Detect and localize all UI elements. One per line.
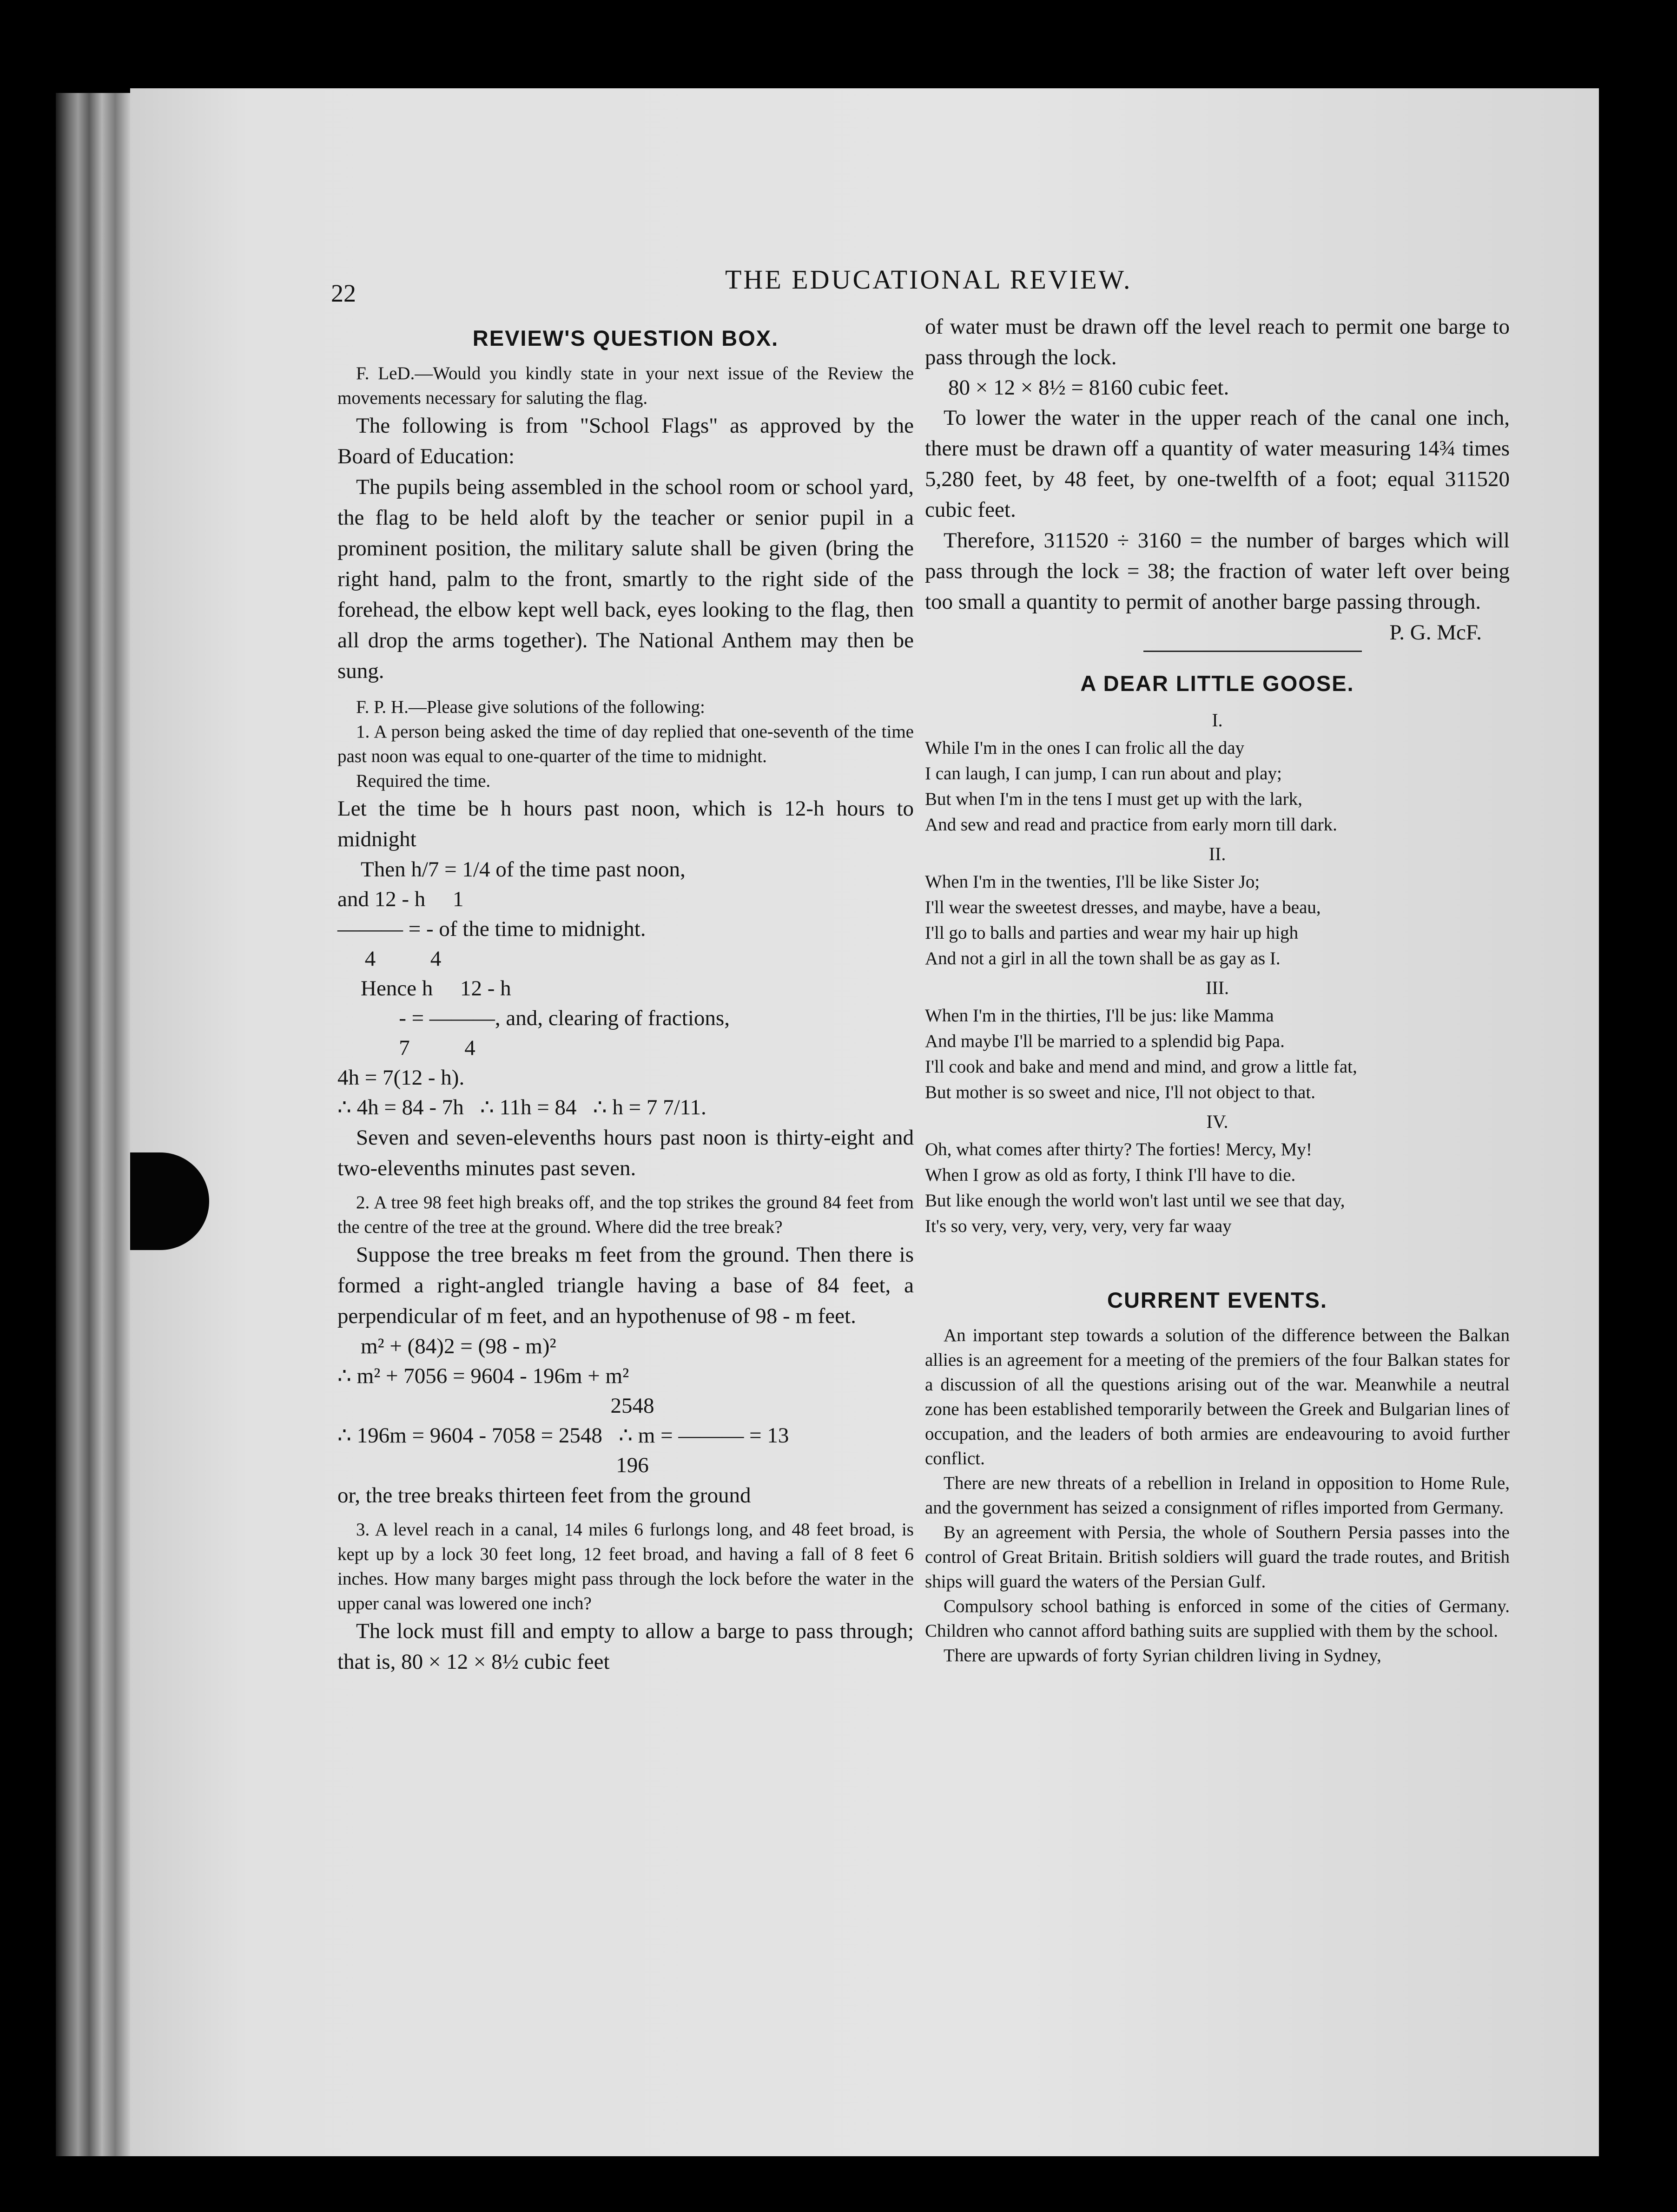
poem-line: But like enough the world won't last until we see that day, <box>925 1191 1345 1211</box>
poem <box>925 706 1510 1239</box>
question-2-intro: F. P. H.—Please give solutions of the following: <box>356 697 705 717</box>
poem-line: And maybe I'll be married to a splendid big Papa. <box>925 1031 1285 1051</box>
poem-line: While I'm in the ones I can frolic all the day <box>925 738 1245 758</box>
solution-1-line-1: Then h/7 = 1/4 of the time past noon, <box>361 857 686 882</box>
stanza-number: III. <box>1206 977 1229 998</box>
solution-1-line-7: 7 4 <box>361 1036 475 1060</box>
solution-1-line-5: Hence h 12 - h <box>361 976 511 1001</box>
stanza-number: II. <box>1208 843 1226 864</box>
poem-line: And sew and read and practice from early morn till dark. <box>925 815 1337 835</box>
poem-line: But when I'm in the tens I must get up with the lark, <box>925 789 1302 809</box>
poem-line: I can laugh, I can jump, I can run about and play; <box>925 764 1282 783</box>
answer-1-intro: The following is from "School Flags" as approved by the Board of Education: <box>337 414 914 468</box>
solution-3-continued: of water must be drawn off the level reach to permit one barge to pass through the lock. <box>925 315 1510 369</box>
right-column <box>925 311 1510 1668</box>
solution-1-line-3: ——— = - of the time to midnight. <box>337 917 646 941</box>
current-events-paragraph: Compulsory school bathing is enforced in some of the cities of Germany. Children who cannot afford bathing suits are supplied with them by the school. <box>925 1596 1510 1641</box>
current-events-paragraph: By an agreement with Persia, the whole of Southern Persia passes into the control of Great Britain. British soldiers will guard the trade routes, and British ships will guard the waters of the Persian Gulf. <box>925 1522 1510 1592</box>
answer-1-body: The pupils being assembled in the school room or school yard, the flag to be held aloft by the teacher or senior pupil in a prominent position, the military salute shall be given (bring the right hand, palm to the front, smartly to the right side of the forehead, the elbow kept well back, eyes looking to the flag, then all drop the arms together). The National Anthem may then be sung. <box>337 475 914 683</box>
solution-1-line-9: ∴ 4h = 84 - 7h ∴ 11h = 84 ∴ h = 7 7/11. <box>337 1095 706 1119</box>
solution-2-line-5: 196 <box>337 1453 649 1477</box>
page-number: 22 <box>331 279 356 307</box>
question-box-heading: REVIEW'S QUESTION BOX. <box>472 326 779 350</box>
solution-3-calc: 80 × 12 × 8½ = 8160 cubic feet. <box>948 375 1229 400</box>
solution-1-line-8: 4h = 7(12 - h). <box>337 1066 465 1090</box>
poem-line: But mother is so sweet and nice, I'll not object to that. <box>925 1082 1315 1102</box>
divider-rule <box>1143 651 1362 652</box>
solution-3-paragraph-2: To lower the water in the upper reach of the canal one inch, there must be drawn off a quantity of water measuring 14¾ times 5,280 feet, by 48 feet, by one-twelfth of a foot; equal 311520 cubic feet. <box>925 406 1510 522</box>
poem-title: A DEAR LITTLE GOOSE. <box>1080 671 1354 696</box>
solution-1-conclusion: Seven and seven-elevenths hours past noon is thirty-eight and two-elevenths minutes past seven. <box>337 1126 914 1180</box>
solution-1-line-4: 4 4 <box>337 947 442 971</box>
problem-1-requirement: Required the time. <box>356 771 491 791</box>
solution-3-paragraph-3: Therefore, 311520 ÷ 3160 = the number of barges which will pass through the lock = 38; the fraction of water left over being too small a quantity to permit of another barge passing through. <box>925 528 1510 614</box>
poem-line: When I'm in the twenties, I'll be like Sister Jo; <box>925 872 1260 892</box>
poem-line: It's so very, very, very, very, very far waay <box>925 1216 1232 1236</box>
question-1: F. LeD.—Would you kindly state in your next issue of the Review the movements necessary for saluting the flag. <box>337 363 914 408</box>
poem-line: When I grow as old as forty, I think I'll have to die. <box>925 1165 1296 1185</box>
solution-3-intro: The lock must fill and empty to allow a barge to pass through; that is, 80 × 12 × 8½ cubic feet <box>337 1619 914 1674</box>
problem-2: 2. A tree 98 feet high breaks off, and the top strikes the ground 84 feet from the centre of the tree at the ground. Where did the tree break? <box>337 1192 914 1237</box>
solution-2-line-3: 2548 <box>337 1394 654 1418</box>
solution-2-line-2: ∴ m² + 7056 = 9604 - 196m + m² <box>337 1364 629 1388</box>
book-binding-edge <box>56 93 130 2156</box>
poem-line: And not a girl in all the town shall be as gay as I. <box>925 948 1281 968</box>
solution-1-line-2: and 12 - h 1 <box>337 887 464 911</box>
current-events-paragraph: An important step towards a solution of the difference between the Balkan allies is an agreement for a meeting of the premiers of the four Balkan states for a discussion of all the questions arising out of the war. Meanwhile a neutral zone has been established temporarily between the Greek and Bulgarian lines of occupation, and the leaders of both armies are endeavouring to avoid further conflict. <box>925 1325 1510 1468</box>
problem-1: 1. A person being asked the time of day replied that one-seventh of the time past noon was equal to one-quarter of the time to midnight. <box>337 722 914 766</box>
journal-title: THE EDUCATIONAL REVIEW. <box>725 264 1132 295</box>
poem-line: When I'm in the thirties, I'll be jus: like Mamma <box>925 1006 1274 1026</box>
current-events-body <box>925 1323 1510 1668</box>
solution-2-line-1: m² + (84)2 = (98 - m)² <box>361 1334 556 1358</box>
stanza-number: I. <box>1212 710 1223 731</box>
solution-1-line-6: - = ———, and, clearing of fractions, <box>361 1006 730 1030</box>
current-events-paragraph: There are new threats of a rebellion in Ireland in opposition to Home Rule, and the government has seized a consignment of rifles imported from Germany. <box>925 1473 1510 1518</box>
signature: P. G. McF. <box>1389 620 1482 645</box>
poem-line: I'll cook and bake and mend and mind, and grow a little fat, <box>925 1057 1357 1077</box>
problem-3: 3. A level reach in a canal, 14 miles 6 furlongs long, and 48 feet broad, is kept up by a lock 30 feet long, 12 feet broad, and having a fall of 8 feet 6 inches. How many barges might pass through the lock before the water in the upper canal was lowered one inch? <box>337 1520 914 1613</box>
left-column <box>337 325 914 1677</box>
solution-2-conclusion: or, the tree breaks thirteen feet from the ground <box>337 1483 751 1508</box>
solution-1-intro: Let the time be h hours past noon, which is 12-h hours to midnight <box>337 797 914 851</box>
current-events-paragraph: There are upwards of forty Syrian children living in Sydney, <box>944 1646 1381 1666</box>
solution-2-line-4: ∴ 196m = 9604 - 7058 = 2548 ∴ m = ——— = 13 <box>337 1423 789 1448</box>
current-events-heading: CURRENT EVENTS. <box>1107 1288 1327 1312</box>
stanza-number: IV. <box>1206 1111 1228 1132</box>
poem-line: I'll go to balls and parties and wear my hair up high <box>925 923 1299 943</box>
poem-line: Oh, what comes after thirty? The forties! Mercy, My! <box>925 1139 1312 1159</box>
solution-2-intro: Suppose the tree breaks m feet from the ground. Then there is formed a right-angled triangle having a base of 84 feet, a perpendicular of m feet, and an hypothenuse of 98 - m feet. <box>337 1243 914 1328</box>
poem-line: I'll wear the sweetest dresses, and maybe, have a beau, <box>925 897 1321 917</box>
